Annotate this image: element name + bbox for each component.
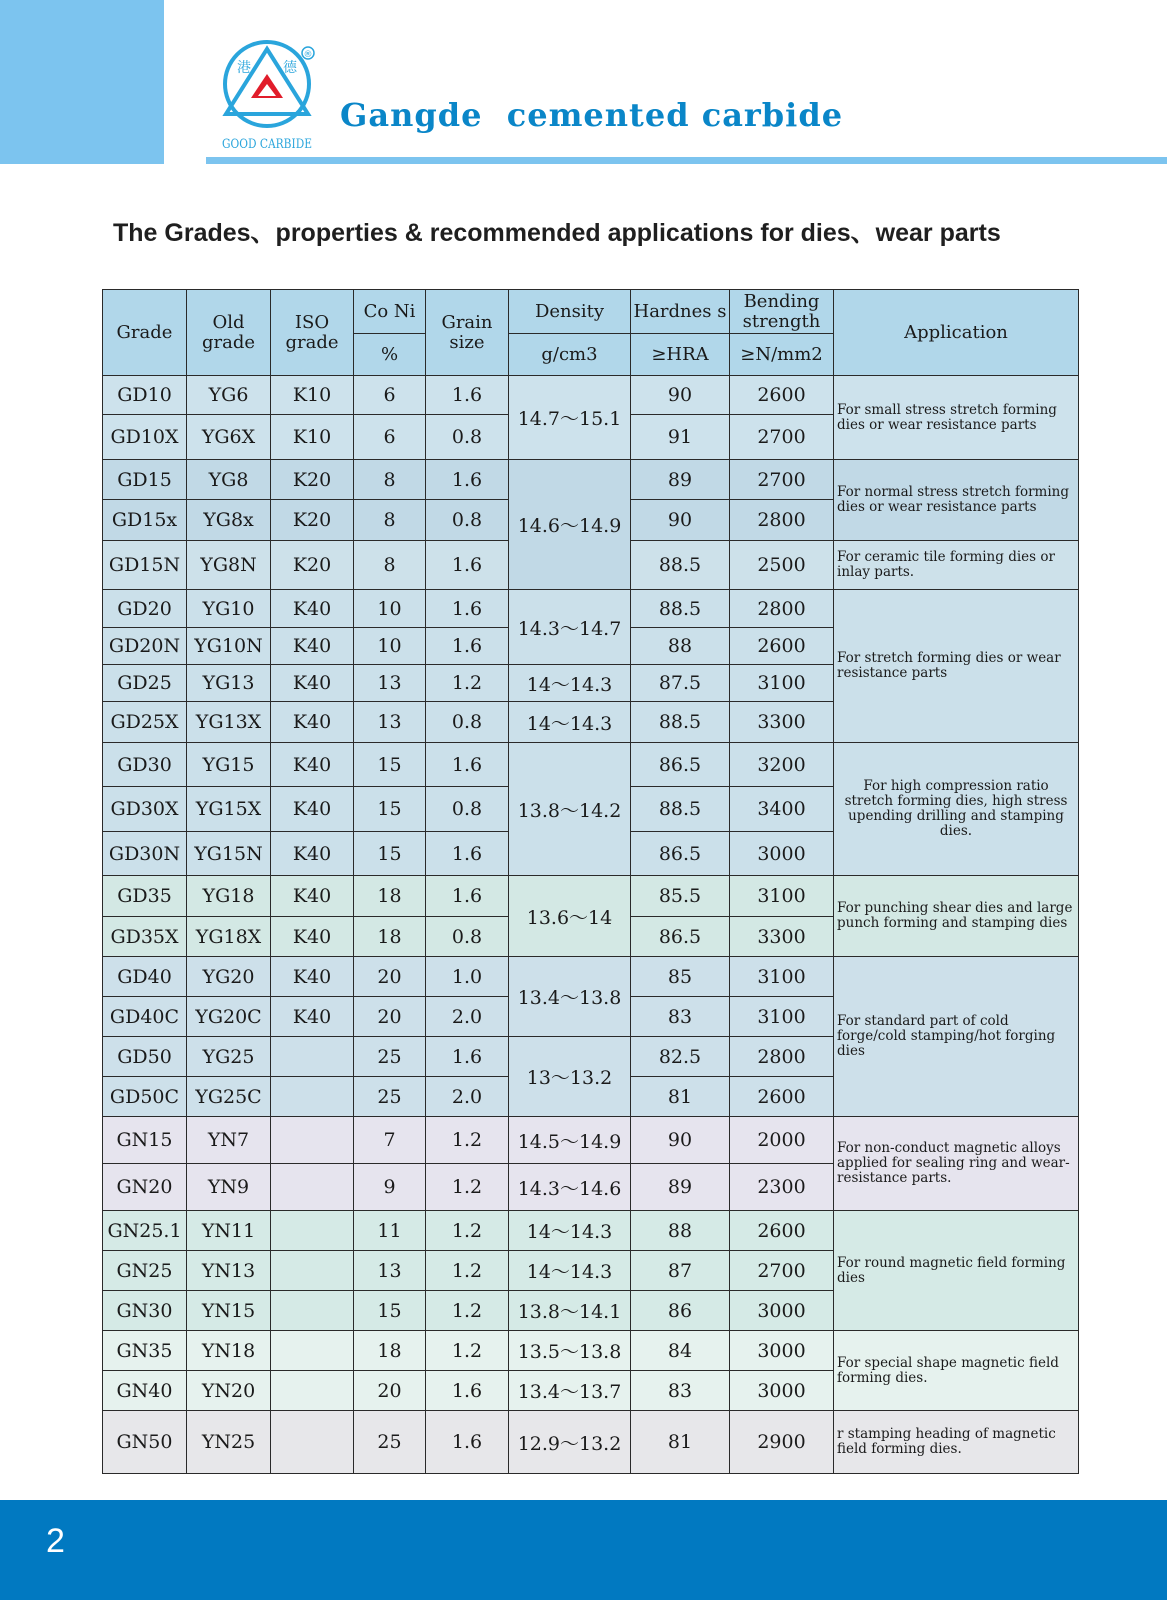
cell-iso-grade: K40 xyxy=(271,997,354,1037)
cell-grain-size: 2.0 xyxy=(426,997,509,1037)
cell-grain-size: 1.0 xyxy=(426,957,509,997)
cell-application: For small stress stretch forming dies or wear resistance parts xyxy=(834,376,1079,460)
cell-iso-grade xyxy=(271,1251,354,1291)
cell-density: 14.7～15.1 xyxy=(509,376,631,460)
table-header xyxy=(103,290,1079,376)
cell-bending: 3100 xyxy=(730,997,834,1037)
table-row xyxy=(103,376,1079,415)
cell-iso-grade: K10 xyxy=(271,376,354,415)
cell-grade: GN40 xyxy=(103,1371,187,1411)
header-grade: Grade xyxy=(103,290,187,376)
header-co-ni: Co Ni xyxy=(354,290,426,334)
cell-co-ni: 15 xyxy=(354,743,426,787)
cell-co-ni: 15 xyxy=(354,787,426,832)
cell-hardness: 88 xyxy=(631,628,730,665)
cell-density: 14.5～14.9 xyxy=(509,1117,631,1164)
header-co-ni-unit: % xyxy=(354,334,426,376)
header-hardness: Hardnes s xyxy=(631,290,730,334)
cell-grade: GN25.1 xyxy=(103,1211,187,1251)
cell-old-grade: YN7 xyxy=(187,1117,271,1164)
cell-old-grade: YN11 xyxy=(187,1211,271,1251)
registered-mark: ® xyxy=(303,50,313,60)
cell-hardness: 88.5 xyxy=(631,702,730,743)
cell-application: For ceramic tile forming dies or inlay parts. xyxy=(834,541,1079,590)
cell-hardness: 88.5 xyxy=(631,541,730,590)
cell-density: 14.3～14.7 xyxy=(509,590,631,665)
table-row xyxy=(103,1211,1079,1251)
page-subtitle: The Grades、properties & recommended applications for dies、wear parts xyxy=(113,219,1001,247)
cell-grade: GN35 xyxy=(103,1331,187,1371)
cell-co-ni: 8 xyxy=(354,460,426,500)
cell-bending: 3000 xyxy=(730,1331,834,1371)
cell-co-ni: 25 xyxy=(354,1077,426,1117)
cell-co-ni: 13 xyxy=(354,665,426,702)
cell-hardness: 87 xyxy=(631,1251,730,1291)
grades-table xyxy=(102,289,1079,1474)
cell-bending: 2500 xyxy=(730,541,834,590)
cell-co-ni: 18 xyxy=(354,1331,426,1371)
cell-grade: GD30N xyxy=(103,832,187,876)
header-bending-unit: ≥N/mm2 xyxy=(730,334,834,376)
cell-hardness: 91 xyxy=(631,415,730,460)
cell-grain-size: 1.6 xyxy=(426,590,509,628)
cell-grade: GD15N xyxy=(103,541,187,590)
cell-hardness: 81 xyxy=(631,1077,730,1117)
cell-hardness: 84 xyxy=(631,1331,730,1371)
cell-grade: GN15 xyxy=(103,1117,187,1164)
cell-grade: GD40C xyxy=(103,997,187,1037)
table-row xyxy=(103,957,1079,997)
cell-old-grade: YG13 xyxy=(187,665,271,702)
cell-iso-grade xyxy=(271,1164,354,1211)
cell-old-grade: YG15X xyxy=(187,787,271,832)
cell-grain-size: 1.2 xyxy=(426,1331,509,1371)
cell-density: 14～14.3 xyxy=(509,702,631,743)
cell-iso-grade xyxy=(271,1371,354,1411)
cell-grade: GD40 xyxy=(103,957,187,997)
cell-hardness: 89 xyxy=(631,460,730,500)
cell-bending: 2700 xyxy=(730,415,834,460)
header-density: Density xyxy=(509,290,631,334)
cell-grain-size: 0.8 xyxy=(426,787,509,832)
cell-bending: 2600 xyxy=(730,376,834,415)
cell-old-grade: YG20C xyxy=(187,997,271,1037)
cell-grain-size: 1.6 xyxy=(426,628,509,665)
cell-co-ni: 10 xyxy=(354,590,426,628)
cell-hardness: 85.5 xyxy=(631,876,730,917)
cell-co-ni: 20 xyxy=(354,997,426,1037)
cell-iso-grade xyxy=(271,1077,354,1117)
cell-density: 14.3～14.6 xyxy=(509,1164,631,1211)
cell-density: 14～14.3 xyxy=(509,1251,631,1291)
cell-old-grade: YG18 xyxy=(187,876,271,917)
cell-grain-size: 0.8 xyxy=(426,917,509,957)
cell-iso-grade: K40 xyxy=(271,590,354,628)
cell-old-grade: YN20 xyxy=(187,1371,271,1411)
cell-co-ni: 10 xyxy=(354,628,426,665)
cell-bending: 2600 xyxy=(730,1077,834,1117)
logo-wordmark: GOOD CARBIDE xyxy=(222,137,312,152)
cell-old-grade: YG18X xyxy=(187,917,271,957)
cell-old-grade: YG6X xyxy=(187,415,271,460)
cell-co-ni: 9 xyxy=(354,1164,426,1211)
header-bending-strength: Bending strength xyxy=(730,290,834,334)
cell-hardness: 86 xyxy=(631,1291,730,1331)
cell-grade: GD50C xyxy=(103,1077,187,1117)
cell-bending: 2900 xyxy=(730,1411,834,1474)
cell-application: For special shape magnetic field forming dies. xyxy=(834,1331,1079,1411)
cell-co-ni: 6 xyxy=(354,376,426,415)
table-row xyxy=(103,1117,1079,1164)
cell-grade: GD30X xyxy=(103,787,187,832)
cell-hardness: 83 xyxy=(631,1371,730,1411)
header-old-grade: Old grade xyxy=(187,290,271,376)
table-row xyxy=(103,1411,1079,1474)
cell-density: 13.4～13.7 xyxy=(509,1371,631,1411)
cell-grain-size: 1.2 xyxy=(426,1117,509,1164)
cell-old-grade: YN25 xyxy=(187,1411,271,1474)
cell-grain-size: 1.2 xyxy=(426,665,509,702)
cell-old-grade: YG25 xyxy=(187,1037,271,1077)
cell-old-grade: YN13 xyxy=(187,1251,271,1291)
cell-hardness: 82.5 xyxy=(631,1037,730,1077)
cell-iso-grade: K40 xyxy=(271,957,354,997)
cell-grain-size: 1.6 xyxy=(426,876,509,917)
cell-grain-size: 1.6 xyxy=(426,1411,509,1474)
cell-bending: 2700 xyxy=(730,460,834,500)
cell-co-ni: 18 xyxy=(354,917,426,957)
cell-grain-size: 1.6 xyxy=(426,832,509,876)
cell-co-ni: 13 xyxy=(354,1251,426,1291)
logo-char-left: 港 xyxy=(237,60,251,76)
cell-bending: 3300 xyxy=(730,702,834,743)
cell-grade: GD15x xyxy=(103,500,187,541)
brand-title: Gangde cemented carbide xyxy=(340,96,844,134)
cell-co-ni: 13 xyxy=(354,702,426,743)
cell-iso-grade xyxy=(271,1411,354,1474)
table-row xyxy=(103,1331,1079,1371)
cell-grade: GN50 xyxy=(103,1411,187,1474)
cell-iso-grade: K40 xyxy=(271,832,354,876)
cell-bending: 3000 xyxy=(730,1291,834,1331)
cell-grain-size: 1.6 xyxy=(426,1037,509,1077)
cell-grain-size: 1.6 xyxy=(426,743,509,787)
cell-old-grade: YG10 xyxy=(187,590,271,628)
cell-bending: 3200 xyxy=(730,743,834,787)
cell-grain-size: 0.8 xyxy=(426,702,509,743)
cell-grain-size: 2.0 xyxy=(426,1077,509,1117)
cell-application: For stretch forming dies or wear resistance parts xyxy=(834,590,1079,743)
cell-bending: 2300 xyxy=(730,1164,834,1211)
cell-bending: 2800 xyxy=(730,500,834,541)
cell-density: 13.8～14.2 xyxy=(509,743,631,876)
cell-bending: 3100 xyxy=(730,957,834,997)
cell-iso-grade xyxy=(271,1037,354,1077)
cell-hardness: 89 xyxy=(631,1164,730,1211)
cell-density: 13.8～14.1 xyxy=(509,1291,631,1331)
cell-hardness: 88.5 xyxy=(631,787,730,832)
logo-char-right: 德 xyxy=(283,60,297,76)
cell-hardness: 90 xyxy=(631,376,730,415)
cell-application: For normal stress stretch forming dies or wear resistance parts xyxy=(834,460,1079,541)
cell-grain-size: 0.8 xyxy=(426,500,509,541)
cell-grain-size: 1.2 xyxy=(426,1211,509,1251)
cell-application: For round magnetic field forming dies xyxy=(834,1211,1079,1331)
cell-application: For standard part of cold forge/cold stamping/hot forging dies xyxy=(834,957,1079,1117)
cell-grade: GD10 xyxy=(103,376,187,415)
cell-bending: 3300 xyxy=(730,917,834,957)
cell-density: 14～14.3 xyxy=(509,665,631,702)
cell-grain-size: 1.6 xyxy=(426,1371,509,1411)
cell-bending: 2800 xyxy=(730,1037,834,1077)
cell-co-ni: 8 xyxy=(354,541,426,590)
cell-iso-grade xyxy=(271,1211,354,1251)
cell-co-ni: 20 xyxy=(354,1371,426,1411)
cell-grain-size: 0.8 xyxy=(426,415,509,460)
cell-iso-grade: K40 xyxy=(271,876,354,917)
cell-grade: GD50 xyxy=(103,1037,187,1077)
cell-density: 12.9～13.2 xyxy=(509,1411,631,1474)
cell-grade: GD25 xyxy=(103,665,187,702)
cell-bending: 3000 xyxy=(730,832,834,876)
cell-co-ni: 25 xyxy=(354,1037,426,1077)
page-number: 2 xyxy=(46,1522,65,1560)
cell-grade: GD25X xyxy=(103,702,187,743)
table-body xyxy=(103,376,1079,1474)
cell-hardness: 87.5 xyxy=(631,665,730,702)
cell-grade: GD35 xyxy=(103,876,187,917)
cell-grade: GD10X xyxy=(103,415,187,460)
cell-hardness: 86.5 xyxy=(631,917,730,957)
cell-iso-grade: K40 xyxy=(271,917,354,957)
cell-old-grade: YG15N xyxy=(187,832,271,876)
cell-grade: GD15 xyxy=(103,460,187,500)
corner-block xyxy=(0,0,164,164)
logo-emblem xyxy=(222,40,324,156)
cell-iso-grade xyxy=(271,1331,354,1371)
cell-old-grade: YN9 xyxy=(187,1164,271,1211)
cell-iso-grade: K40 xyxy=(271,628,354,665)
cell-grain-size: 1.6 xyxy=(426,541,509,590)
header-density-unit: g/cm3 xyxy=(509,334,631,376)
cell-iso-grade: K40 xyxy=(271,665,354,702)
cell-old-grade: YG8 xyxy=(187,460,271,500)
cell-grade: GD20 xyxy=(103,590,187,628)
cell-bending: 2700 xyxy=(730,1251,834,1291)
cell-hardness: 81 xyxy=(631,1411,730,1474)
cell-bending: 2600 xyxy=(730,628,834,665)
cell-iso-grade xyxy=(271,1117,354,1164)
cell-density: 14～14.3 xyxy=(509,1211,631,1251)
cell-hardness: 86.5 xyxy=(631,832,730,876)
cell-density: 13.5～13.8 xyxy=(509,1331,631,1371)
header-hardness-unit: ≥HRA xyxy=(631,334,730,376)
cell-old-grade: YG6 xyxy=(187,376,271,415)
company-logo xyxy=(222,40,324,156)
cell-old-grade: YG13X xyxy=(187,702,271,743)
cell-density: 13.6～14 xyxy=(509,876,631,957)
table-row xyxy=(103,743,1079,787)
cell-co-ni: 15 xyxy=(354,832,426,876)
cell-grain-size: 1.2 xyxy=(426,1251,509,1291)
cell-co-ni: 25 xyxy=(354,1411,426,1474)
cell-density: 13.4～13.8 xyxy=(509,957,631,1037)
cell-co-ni: 8 xyxy=(354,500,426,541)
cell-bending: 3400 xyxy=(730,787,834,832)
footer-bar xyxy=(0,1500,1167,1600)
cell-iso-grade: K20 xyxy=(271,500,354,541)
cell-old-grade: YG20 xyxy=(187,957,271,997)
cell-hardness: 85 xyxy=(631,957,730,997)
cell-co-ni: 11 xyxy=(354,1211,426,1251)
cell-application: For high compression ratio stretch forming dies, high stress upending drilling and stamping dies. xyxy=(834,743,1079,876)
header-rule xyxy=(206,157,1167,164)
cell-grain-size: 1.6 xyxy=(426,460,509,500)
table-row xyxy=(103,460,1079,500)
cell-hardness: 88 xyxy=(631,1211,730,1251)
cell-co-ni: 18 xyxy=(354,876,426,917)
cell-bending: 2800 xyxy=(730,590,834,628)
table-row xyxy=(103,590,1079,628)
cell-co-ni: 15 xyxy=(354,1291,426,1331)
cell-co-ni: 6 xyxy=(354,415,426,460)
cell-hardness: 88.5 xyxy=(631,590,730,628)
table-row xyxy=(103,876,1079,917)
header-application: Application xyxy=(834,290,1079,376)
cell-grain-size: 1.6 xyxy=(426,376,509,415)
cell-co-ni: 7 xyxy=(354,1117,426,1164)
cell-bending: 3100 xyxy=(730,876,834,917)
cell-iso-grade: K40 xyxy=(271,743,354,787)
cell-grade: GN25 xyxy=(103,1251,187,1291)
cell-hardness: 83 xyxy=(631,997,730,1037)
cell-iso-grade: K20 xyxy=(271,541,354,590)
cell-hardness: 90 xyxy=(631,1117,730,1164)
cell-hardness: 90 xyxy=(631,500,730,541)
cell-iso-grade: K20 xyxy=(271,460,354,500)
header-grain-size: Grain size xyxy=(426,290,509,376)
cell-grade: GD20N xyxy=(103,628,187,665)
cell-old-grade: YG15 xyxy=(187,743,271,787)
cell-grade: GD35X xyxy=(103,917,187,957)
cell-bending: 3000 xyxy=(730,1371,834,1411)
cell-application: For punching shear dies and large punch forming and stamping dies xyxy=(834,876,1079,957)
cell-bending: 2000 xyxy=(730,1117,834,1164)
header-iso-grade: ISO grade xyxy=(271,290,354,376)
cell-iso-grade: K40 xyxy=(271,702,354,743)
cell-co-ni: 20 xyxy=(354,957,426,997)
cell-iso-grade: K40 xyxy=(271,787,354,832)
cell-grade: GN20 xyxy=(103,1164,187,1211)
cell-old-grade: YG25C xyxy=(187,1077,271,1117)
cell-hardness: 86.5 xyxy=(631,743,730,787)
cell-application: r stamping heading of magnetic field forming dies. xyxy=(834,1411,1079,1474)
cell-old-grade: YN15 xyxy=(187,1291,271,1331)
cell-iso-grade xyxy=(271,1291,354,1331)
cell-bending: 2600 xyxy=(730,1211,834,1251)
cell-application: For non-conduct magnetic alloys applied for sealing ring and wear-resistance parts. xyxy=(834,1117,1079,1211)
cell-grain-size: 1.2 xyxy=(426,1291,509,1331)
cell-old-grade: YN18 xyxy=(187,1331,271,1371)
cell-grade: GN30 xyxy=(103,1291,187,1331)
cell-density: 14.6～14.9 xyxy=(509,460,631,590)
cell-grain-size: 1.2 xyxy=(426,1164,509,1211)
cell-old-grade: YG8N xyxy=(187,541,271,590)
cell-old-grade: YG10N xyxy=(187,628,271,665)
cell-grade: GD30 xyxy=(103,743,187,787)
cell-iso-grade: K10 xyxy=(271,415,354,460)
cell-bending: 3100 xyxy=(730,665,834,702)
cell-old-grade: YG8x xyxy=(187,500,271,541)
cell-density: 13～13.2 xyxy=(509,1037,631,1117)
